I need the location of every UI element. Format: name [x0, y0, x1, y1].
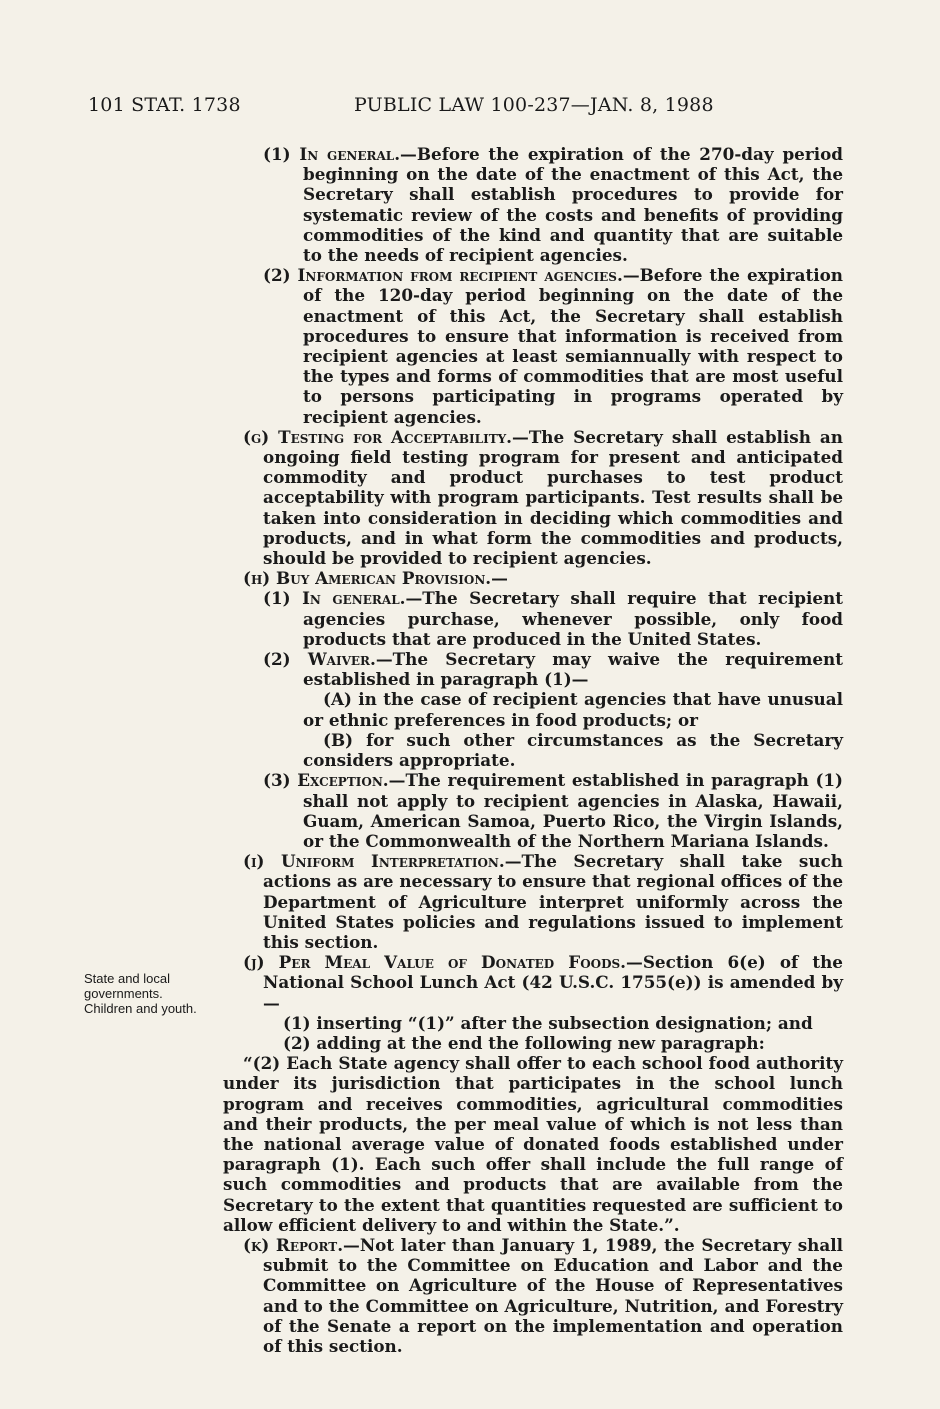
paragraph-k: [223, 1235, 843, 1356]
text-j: —Section 6(e) of the National School Lunch Act (42 U.S.C. 1755(e)) is amended by—: [263, 952, 843, 1013]
paragraph-f1: [223, 144, 843, 265]
paragraph-j1: (1) inserting “(1)” after the subsection designation; and: [283, 1012, 813, 1033]
text-h3: —The requirement established in paragraph (1) shall not apply to recipient agencies in Alaska, Hawaii, Guam, American Samoa, Puerto Rico, the Virgin Islands, or the Commonwealth of the Northern Mariana Islands.: [303, 770, 844, 851]
text-h2: —The Secretary may waive the requirement established in paragraph (1)—: [303, 649, 843, 690]
body-text: [223, 144, 843, 1356]
heading-h3: (3) Exception.: [263, 770, 389, 791]
paragraph-h2: [223, 649, 843, 689]
margin-note: State and local governments. Children and youth.: [84, 971, 197, 1016]
paragraph-h2a: (A) in the case of recipient agencies that have unusual or ethnic preferences in food products; or: [303, 689, 843, 730]
heading-h2: (2) Waiver.: [263, 649, 376, 670]
paragraph-j-quote: “(2) Each State agency shall offer to each school food authority under its jurisdiction that participates in the school lunch program and receives commodities, agricultural commodities and their products, the per meal value of which is not less than the national average value of donated foods established under paragraph (1). Each such offer shall include the full range of such commodities and products that are available from the Secretary to the extent that quantities requested are sufficient to allow efficient delivery to and within the State.”.: [223, 1053, 843, 1235]
text-i: —The Secretary shall take such actions as are necessary to ensure that regional offices of the Department of Agriculture interpret uniformly across the United States policies and regulations issued to implement this section.: [263, 851, 843, 952]
paragraph-h2b: (B) for such other circumstances as the Secretary considers appropriate.: [303, 729, 843, 771]
text-h1: —The Secretary shall require that recipient agencies purchase, whenever possible, only food products that are produced in the United States.: [303, 588, 843, 649]
heading-f2: (2) Information from recipient agencies.: [263, 265, 623, 286]
text-g: —The Secretary shall establish an ongoing field testing program for present and anticipated commodity and product purchases to test product acceptability with program participants. Test results shall be taken into consideration in deciding which commodities and products, and in what form the commodities and products, should be provided to recipient agencies.: [263, 426, 843, 569]
heading-f1: (1) In general.: [263, 144, 401, 164]
text-k: —Not later than January 1, 1989, the Secretary shall submit to the Committee on Education and Labor and the Committee on Agriculture of the House of Representatives and to the Committee on Agriculture, Nutrition, and Forestry of the Senate a report on the implementation and operation of this section.: [263, 1234, 843, 1356]
paragraph-j2: (2) adding at the end the following new paragraph:: [283, 1032, 765, 1053]
heading-h: (h) Buy American Provision.: [243, 568, 492, 589]
heading-g: (g) Testing for Acceptability.: [243, 426, 513, 447]
paragraph-i: [223, 851, 843, 952]
paragraph-g: [223, 427, 843, 568]
paragraph-h1: [223, 588, 843, 649]
running-header: PUBLIC LAW 100-237—JAN. 8, 1988: [354, 94, 714, 116]
heading-i: (i) Uniform Interpretation.: [243, 851, 505, 872]
heading-h1: (1) In general.: [263, 588, 406, 609]
paragraph-h: [223, 568, 843, 588]
heading-j: (j) Per Meal Value of Donated Foods.: [243, 952, 627, 973]
text-f2: —Before the expiration of the 120-day period beginning on the date of the enactment of this Act, the Secretary shall establish procedures to ensure that information is received from recipient agencies at least semiannually with respect to the types and forms of commodities that are most useful to persons participating in programs operated by recipient agencies.: [303, 265, 843, 427]
heading-k: (k) Report.: [243, 1234, 344, 1255]
paragraph-j: [223, 952, 843, 1013]
paragraph-f2: [223, 265, 843, 427]
paragraph-h3: [223, 770, 843, 851]
text-h: —: [491, 568, 508, 589]
statute-page-number: 101 STAT. 1738: [88, 94, 241, 116]
text-f1: —Before the expiration of the 270-day period beginning on the date of the enactment of this Act, the Secretary shall establish procedures to provide for systematic review of the costs and benefits of providing commodities of the kind and quantity that are suitable to the needs of recipient agencies.: [303, 144, 843, 266]
